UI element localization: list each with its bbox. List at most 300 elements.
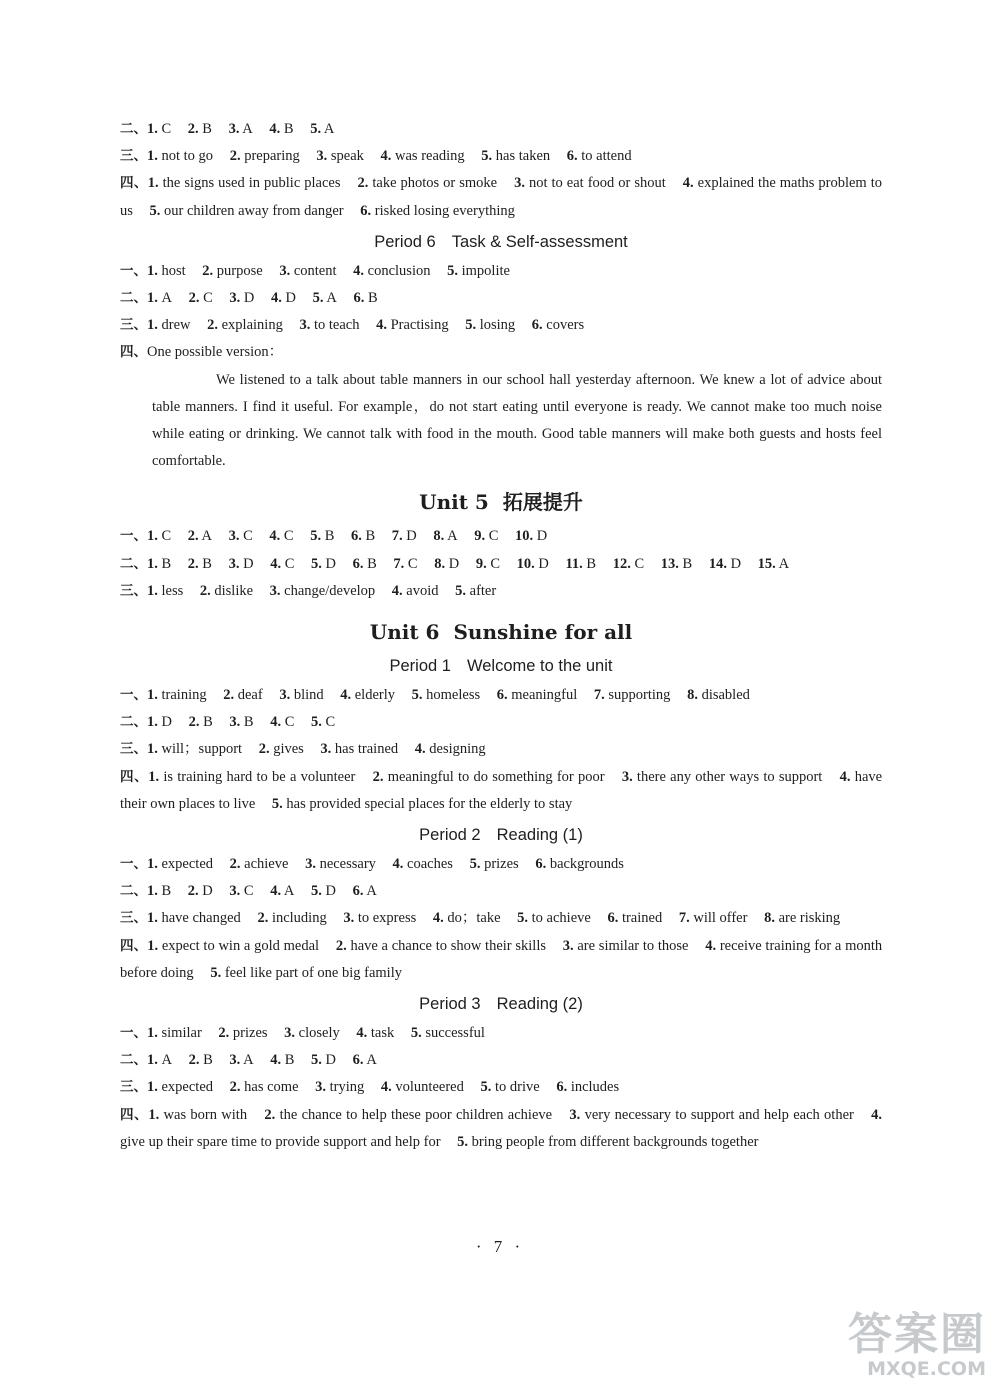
watermark-logo-text: 答案圈 <box>848 1309 986 1360</box>
answer-text: D <box>243 555 254 572</box>
answer-text: to attend <box>581 148 632 165</box>
answer-item <box>229 121 253 137</box>
question-number: 1. <box>147 910 158 927</box>
answer-item <box>264 1107 552 1123</box>
answer-item <box>147 528 171 544</box>
answer-item <box>607 910 662 926</box>
answer-text: similar <box>161 1025 202 1042</box>
question-number: 4. <box>270 1052 282 1069</box>
answer-item <box>147 856 213 872</box>
answer-item <box>455 583 496 599</box>
answer-item <box>189 714 213 730</box>
answer-item <box>376 317 449 333</box>
question-number: 4. <box>380 148 392 165</box>
question-number: 14. <box>708 555 727 572</box>
answer-text: B <box>284 1052 295 1069</box>
answer-text: receive training for a month before doing <box>120 937 883 981</box>
answer-text: B <box>365 528 376 545</box>
answer-item <box>567 148 632 164</box>
answer-text: drew <box>161 317 191 334</box>
answer-text: are risking <box>778 910 841 927</box>
answer-text: homeless <box>426 687 481 704</box>
question-number: 6. <box>531 317 543 334</box>
answer-item <box>392 528 417 544</box>
answer-item <box>434 556 459 572</box>
answer-text: D <box>730 555 742 572</box>
answer-line <box>120 851 882 878</box>
answer-line <box>120 1020 882 1047</box>
answer-item <box>272 796 572 812</box>
answer-item <box>147 263 186 279</box>
answer-text: C <box>161 121 172 137</box>
question-number: 4. <box>871 1106 883 1123</box>
question-number: 6. <box>556 1079 568 1096</box>
answer-text: B <box>367 290 378 307</box>
answer-text: elderly <box>354 687 396 704</box>
answer-text: have a chance to show their skills <box>350 937 546 954</box>
answer-text: backgrounds <box>549 856 624 873</box>
question-number: 1. <box>147 1052 158 1069</box>
answer-item <box>594 687 671 703</box>
answer-item <box>150 203 344 219</box>
question-number: 1. <box>147 148 158 165</box>
answer-item <box>202 263 262 279</box>
period-name: Period 1 <box>389 657 451 676</box>
answer-text: coaches <box>407 856 453 873</box>
answer-item <box>351 528 375 544</box>
question-number: 3. <box>284 1025 296 1042</box>
answer-text: C <box>203 290 213 307</box>
question-number: 2. <box>187 555 199 572</box>
answer-item <box>147 148 213 164</box>
answer-item <box>764 910 840 926</box>
answer-text: A <box>242 121 253 137</box>
question-number: 1. <box>147 714 158 731</box>
answer-text: meaningful <box>511 687 578 704</box>
answer-text: D <box>406 528 417 545</box>
answer-text: trained <box>621 910 663 927</box>
answer-text: B <box>203 1052 213 1069</box>
answer-item <box>340 687 395 703</box>
answer-item <box>147 121 171 137</box>
answer-text: deaf <box>237 687 263 704</box>
question-number: 5. <box>457 1133 469 1150</box>
question-number: 5. <box>480 1079 492 1096</box>
question-number: 4. <box>380 1079 392 1096</box>
section-label: 一、 <box>120 856 147 873</box>
answer-text: has come <box>244 1079 299 1096</box>
answer-item <box>147 290 172 306</box>
answer-text: C <box>243 528 253 545</box>
section-label: 二、 <box>120 883 147 900</box>
period-heading <box>120 653 882 679</box>
answer-item <box>147 687 207 703</box>
question-number: 1. <box>147 883 158 900</box>
answer-text: trying <box>329 1079 365 1096</box>
question-number: 1. <box>147 121 158 137</box>
answer-item <box>311 1052 336 1068</box>
section-label: 二、 <box>120 290 147 307</box>
question-number: 5. <box>312 290 324 307</box>
answer-line <box>120 764 882 818</box>
answer-item <box>269 121 293 137</box>
question-number: 10. <box>515 528 534 545</box>
question-number: 7. <box>678 910 690 927</box>
answer-item <box>532 317 584 333</box>
question-number: 5. <box>469 856 481 873</box>
unit-topic: Sunshine for all <box>453 620 633 645</box>
answer-text: C <box>283 528 294 545</box>
answer-item <box>481 148 550 164</box>
section-label: 三、 <box>120 1079 147 1096</box>
answer-item <box>148 1107 247 1123</box>
question-number: 3. <box>279 687 291 704</box>
model-essay: We listened to a talk about table manners in our school hall yesterday afternoon. We knew a lot of advice about table manners. I find it useful. For example，do not start eating until everyone is ready. We cannot make too much noise while eating or drinking. We cannot talk with food in the mouth. Good table manners will make both guests and hosts feel comfortable. <box>152 371 882 470</box>
question-number: 2. <box>218 1025 230 1042</box>
page-number: · 7 · <box>475 1237 525 1256</box>
answer-item <box>229 1052 253 1068</box>
answer-line <box>120 258 882 285</box>
answer-text: risked losing everything <box>374 202 515 219</box>
question-number: 9. <box>474 528 486 545</box>
section-label: 四、 <box>120 344 147 361</box>
answer-item <box>465 317 515 333</box>
question-number: 1. <box>147 290 158 307</box>
answer-text: has trained <box>334 741 399 758</box>
answer-line <box>120 1102 882 1156</box>
answer-line <box>120 312 882 339</box>
answer-item <box>381 1079 464 1095</box>
question-number: 6. <box>566 148 578 165</box>
answer-item <box>373 769 605 785</box>
answer-item <box>147 714 172 730</box>
answer-text: are similar to those <box>577 937 689 954</box>
answer-text: has taken <box>495 148 551 165</box>
question-number: 3. <box>228 121 240 137</box>
answer-text: preparing <box>244 148 300 165</box>
question-number: 3. <box>228 528 240 545</box>
question-number: 6. <box>352 883 364 900</box>
question-number: 1. <box>147 528 158 545</box>
question-number: 5. <box>517 910 529 927</box>
unit-name: Unit 5 <box>419 490 489 515</box>
question-number: 6. <box>353 290 365 307</box>
question-number: 1. <box>147 317 158 334</box>
answer-item <box>210 965 402 981</box>
question-number: 1. <box>147 687 158 704</box>
question-number: 6. <box>607 910 619 927</box>
question-number: 8. <box>433 528 445 545</box>
period-heading <box>120 822 882 848</box>
answer-text: expect to win a gold medal <box>161 937 320 954</box>
answer-text: do；take <box>447 910 501 927</box>
question-number: 13. <box>660 555 679 572</box>
question-number: 4. <box>269 121 281 137</box>
answer-text: has provided special places for the elderly to stay <box>286 795 573 812</box>
answer-text: B <box>161 883 172 900</box>
question-number: 8. <box>687 687 698 704</box>
answer-item <box>147 317 191 333</box>
question-number: 2. <box>229 856 241 873</box>
question-number: 5. <box>411 687 423 704</box>
question-number: 5. <box>271 795 283 812</box>
answer-text: covers <box>546 317 585 334</box>
question-number: 3. <box>299 317 311 334</box>
answer-text: our children away from danger <box>164 202 344 219</box>
question-number: 3. <box>316 148 328 165</box>
answer-text: C <box>284 555 295 572</box>
answer-item <box>310 121 334 137</box>
answer-item <box>188 883 213 899</box>
answer-item <box>709 556 741 572</box>
answer-text: B <box>283 121 294 137</box>
question-number: 2. <box>257 910 269 927</box>
answer-item <box>279 263 336 279</box>
answer-item <box>687 687 750 703</box>
answer-item <box>535 856 624 872</box>
question-number: 4. <box>270 555 282 572</box>
section-label: 四、 <box>120 937 148 954</box>
period-name: Period 3 <box>419 995 481 1014</box>
answer-text: is training hard to be a volunteer <box>163 768 356 785</box>
question-number: 7. <box>391 528 403 545</box>
question-number: 7. <box>593 687 605 704</box>
answer-item <box>613 556 644 572</box>
answer-text: B <box>367 555 377 572</box>
answer-item <box>279 687 323 703</box>
question-number: 3. <box>305 856 316 873</box>
question-number: 5. <box>455 582 467 599</box>
answer-item <box>148 769 355 785</box>
answer-text: losing <box>479 317 516 334</box>
answer-item <box>353 290 377 306</box>
unit-heading <box>120 617 882 647</box>
answer-text: including <box>271 910 327 927</box>
answer-item <box>147 910 241 926</box>
answer-text: give up their spare time to provide support and help for <box>120 1133 441 1150</box>
answer-item <box>474 528 498 544</box>
answer-text: D <box>161 714 172 731</box>
answer-line <box>120 1074 882 1101</box>
question-number: 2. <box>188 714 200 731</box>
question-number: 3. <box>514 175 525 192</box>
section-label: 二、 <box>120 1052 147 1069</box>
answer-text: was born with <box>163 1106 248 1123</box>
watermark-url: MXQE.COM <box>867 1358 986 1380</box>
answer-item <box>565 556 596 572</box>
answer-text: have changed <box>161 910 241 927</box>
question-number: 11. <box>565 555 583 572</box>
period-name: Period 2 <box>419 826 481 845</box>
answer-text: prizes <box>232 1025 268 1042</box>
answer-item <box>147 1079 213 1095</box>
answer-item <box>229 556 254 572</box>
question-number: 5. <box>311 883 322 900</box>
answer-text: conclusion <box>367 262 431 279</box>
answer-text: necessary <box>319 856 376 873</box>
answer-item <box>311 883 336 899</box>
answer-item <box>229 883 253 899</box>
question-number: 1. <box>147 741 158 758</box>
period-topic: Welcome to the unit <box>466 657 613 676</box>
answer-item <box>147 1052 172 1068</box>
answer-item <box>270 583 376 599</box>
question-number: 3. <box>279 262 291 279</box>
answer-item <box>269 528 293 544</box>
question-number: 4. <box>839 768 851 785</box>
answer-text: Practising <box>390 317 449 334</box>
question-number: 3. <box>229 290 241 307</box>
answer-item <box>311 714 335 730</box>
question-number: 5. <box>310 121 322 137</box>
answer-line <box>120 1047 882 1074</box>
answer-item <box>679 910 748 926</box>
answer-item <box>310 528 334 544</box>
question-number: 2. <box>187 883 199 900</box>
answer-line <box>120 736 882 763</box>
answer-text: A <box>323 121 335 137</box>
question-number: 6. <box>352 1052 364 1069</box>
answer-item <box>447 263 510 279</box>
question-number: 3. <box>229 883 241 900</box>
question-number: 4. <box>270 883 282 900</box>
question-number: 5. <box>311 555 322 572</box>
answer-line <box>120 682 882 709</box>
question-number: 2. <box>264 1106 276 1123</box>
answer-text: expected <box>161 1079 214 1096</box>
answer-text: gives <box>273 741 304 758</box>
question-number: 7. <box>393 555 405 572</box>
answer-line <box>120 905 882 932</box>
question-number: 6. <box>351 528 362 545</box>
section-label: 四、 <box>120 768 149 785</box>
section-label: 一、 <box>120 528 147 545</box>
answer-line <box>120 116 882 143</box>
answer-item <box>497 687 578 703</box>
answer-text: expected <box>161 856 214 873</box>
section-label: 三、 <box>120 582 147 599</box>
question-number: 3. <box>229 1052 241 1069</box>
answer-text: task <box>370 1025 395 1042</box>
question-number: 1. <box>147 555 158 572</box>
answer-text: C <box>284 714 295 731</box>
question-number: 5. <box>311 714 322 731</box>
answer-item <box>316 148 364 164</box>
question-number: 2. <box>335 937 347 954</box>
answer-item <box>517 910 591 926</box>
answer-item <box>188 528 212 544</box>
answer-item <box>311 556 336 572</box>
answer-item <box>200 583 253 599</box>
answer-text: designing <box>429 741 486 758</box>
answer-text: C <box>634 555 645 572</box>
answer-item <box>147 938 319 954</box>
section-label: 二、 <box>120 714 147 731</box>
answer-item <box>517 556 549 572</box>
answer-item <box>457 1134 758 1150</box>
answer-text: meaningful to do something for poor <box>387 768 605 785</box>
answer-item <box>315 1079 364 1095</box>
question-number: 2. <box>187 121 199 137</box>
question-number: 3. <box>315 1079 327 1096</box>
question-number: 4. <box>392 856 404 873</box>
answer-item <box>223 687 262 703</box>
answer-text: purpose <box>216 262 263 279</box>
answer-item <box>148 175 341 191</box>
answer-text: less <box>161 582 184 599</box>
answer-item <box>189 1052 213 1068</box>
question-number: 4. <box>376 317 387 334</box>
answer-text: was reading <box>395 148 465 165</box>
question-number: 2. <box>202 262 214 279</box>
question-number: 6. <box>496 687 508 704</box>
answer-item <box>147 1025 202 1041</box>
period-topic: Task & Self-assessment <box>451 232 628 251</box>
answer-text: D <box>325 883 336 900</box>
unit-name: Unit 6 <box>369 620 440 645</box>
answer-text: D <box>325 555 336 572</box>
section-label: 三、 <box>120 741 147 758</box>
answer-text: the signs used in public places <box>162 175 341 192</box>
question-number: 12. <box>612 555 631 572</box>
answer-text: bring people from different backgrounds together <box>471 1133 759 1150</box>
answer-text: not to eat food or shout <box>529 175 666 192</box>
answer-text: B <box>682 555 693 572</box>
question-number: 4. <box>270 714 282 731</box>
answer-item <box>147 583 183 599</box>
section-label: 一、 <box>120 687 147 704</box>
answer-item <box>353 883 377 899</box>
question-number: 2. <box>187 528 199 545</box>
question-number: 4. <box>432 910 444 927</box>
answer-text: feel like part of one big family <box>224 964 402 981</box>
question-number: 4. <box>682 175 694 192</box>
question-number: 2. <box>223 687 235 704</box>
question-number: 1. <box>147 1025 158 1042</box>
question-number: 10. <box>516 555 535 572</box>
answer-text: A <box>243 1052 254 1069</box>
question-number: 1. <box>148 768 160 785</box>
answer-item <box>207 317 283 333</box>
section-label: 四、 <box>120 1106 149 1123</box>
answer-line <box>120 933 882 987</box>
question-number: 4. <box>271 290 282 307</box>
answer-item <box>229 714 253 730</box>
question-number: 2. <box>188 290 200 307</box>
answer-text: disabled <box>701 687 750 704</box>
answer-line <box>120 170 882 224</box>
answer-text: achieve <box>244 856 289 873</box>
question-number: 5. <box>310 528 322 545</box>
question-number: 2. <box>229 1079 241 1096</box>
answer-item <box>320 741 398 757</box>
question-number: 2. <box>258 741 270 758</box>
question-number: 9. <box>475 555 487 572</box>
answer-text: host <box>161 262 186 279</box>
answer-item <box>357 175 497 191</box>
answer-item <box>353 556 377 572</box>
answer-item <box>622 769 823 785</box>
answer-text: explaining <box>221 317 283 334</box>
answer-text: A <box>201 528 212 545</box>
answer-item <box>229 528 253 544</box>
answer-text: A <box>447 528 458 545</box>
answer-text: A <box>326 290 337 307</box>
section-label: 三、 <box>120 317 147 334</box>
answer-text: B <box>202 121 212 137</box>
answer-text: to drive <box>494 1079 540 1096</box>
answer-item <box>147 741 242 757</box>
